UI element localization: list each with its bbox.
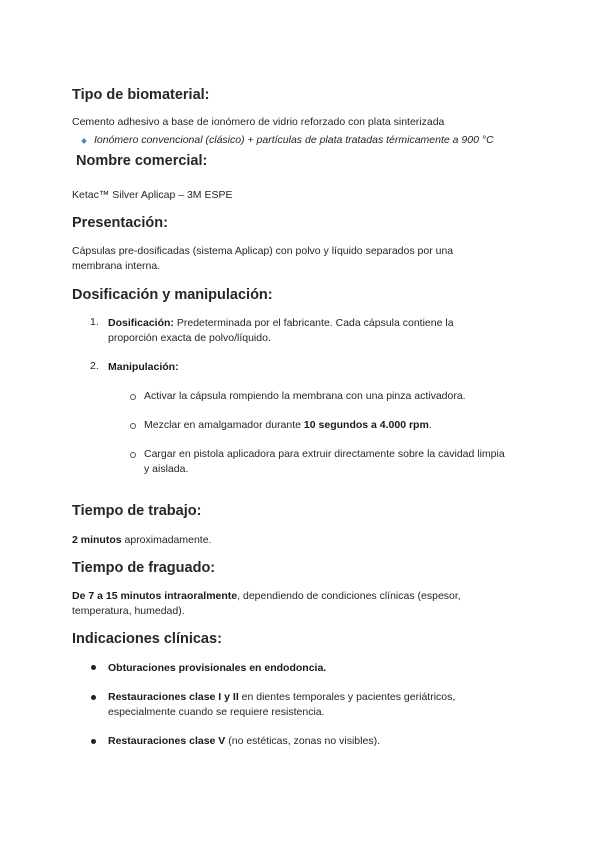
tipo-bullet-text: Ionómero convencional (clásico) + partículas de plata tratadas térmicamente a 900 °C: [94, 134, 494, 146]
dosificacion-item-1: [108, 316, 454, 331]
heading-tipo-biomaterial: Tipo de biomaterial:: [72, 87, 210, 103]
step-2-bold: 10 segundos a 4.000 rpm: [303, 419, 429, 431]
fraguado-text: [72, 589, 461, 604]
manipulacion-step-3-line-2: y aislada.: [144, 463, 189, 475]
dosificacion-item-1-text: Predeterminada por el fabricante. Cada cápsula contiene la: [176, 317, 454, 329]
manipulacion-step-1: Activar la cápsula rompiendo la membrana con una pinza activadora.: [144, 390, 466, 402]
list-number-2: 2.: [90, 360, 99, 372]
bullet-icon: [91, 665, 96, 670]
indicacion-item-1: [108, 661, 326, 676]
list-number-1: 1.: [90, 316, 99, 328]
heading-tiempo-fraguado: Tiempo de fraguado:: [72, 560, 216, 576]
dosificacion-item-1-line-2: proporción exacta de polvo/líquido.: [108, 332, 271, 344]
dosificacion-item-1-label: Dosificación:: [108, 317, 174, 329]
dosificacion-item-2-label: Manipulación:: [108, 361, 179, 373]
circle-bullet-icon: [130, 394, 136, 400]
indicacion-item-3: [108, 734, 380, 749]
tipo-text: Cemento adhesivo a base de ionómero de vidrio reforzado con plata sinterizada: [72, 116, 445, 128]
heading-presentacion: Presentación:: [72, 215, 168, 231]
indicacion-3-bold: Restauraciones clase V: [108, 735, 226, 747]
indicacion-item-2: [108, 690, 455, 705]
presentacion-line-1: Cápsulas pre-dosificadas (sistema Aplicap) con polvo y líquido separados por una: [72, 245, 454, 257]
indicacion-2-rest: en dientes temporales y pacientes geriátricos,: [238, 691, 456, 703]
circle-bullet-icon: [130, 452, 136, 458]
step-2-pre: Mezclar en amalgamador durante: [144, 419, 304, 431]
manipulacion-step-3: Cargar en pistola aplicadora para extruir directamente sobre la cavidad limpia: [144, 448, 505, 460]
heading-tiempo-trabajo: Tiempo de trabajo:: [72, 503, 202, 519]
heading-dosificacion: Dosificación y manipulación:: [72, 287, 273, 303]
step-2-post: .: [428, 419, 432, 431]
fraguado-rest: , dependiendo de condiciones clínicas (espesor,: [237, 590, 461, 602]
dosificacion-item-2: [108, 360, 179, 375]
fraguado-line-2: temperatura, humedad).: [72, 605, 185, 617]
indicacion-3-rest: (no estéticas, zonas no visibles).: [225, 735, 380, 747]
bullet-icon: [91, 695, 96, 700]
nombre-text: Ketac™ Silver Aplicap – 3M ESPE: [72, 189, 233, 201]
manipulacion-step-2: [144, 418, 432, 433]
diamond-bullet-icon: [81, 138, 87, 144]
trabajo-rest: aproximadamente.: [121, 534, 212, 546]
bullet-icon: [91, 739, 96, 744]
heading-indicaciones: Indicaciones clínicas:: [72, 631, 222, 647]
indicacion-1-bold: Obturaciones provisionales en endodoncia.: [108, 662, 327, 674]
indicacion-2-bold: Restauraciones clase I y II: [108, 691, 239, 703]
presentacion-line-2: membrana interna.: [72, 260, 161, 272]
fraguado-bold: De 7 a 15 minutos intraoralmente: [72, 590, 238, 602]
indicacion-item-2-line-2: especialmente cuando se requiere resistencia.: [108, 706, 325, 718]
heading-nombre-comercial: Nombre comercial:: [76, 153, 208, 169]
trabajo-bold: 2 minutos: [72, 534, 122, 546]
circle-bullet-icon: [130, 423, 136, 429]
trabajo-text: [72, 533, 211, 548]
